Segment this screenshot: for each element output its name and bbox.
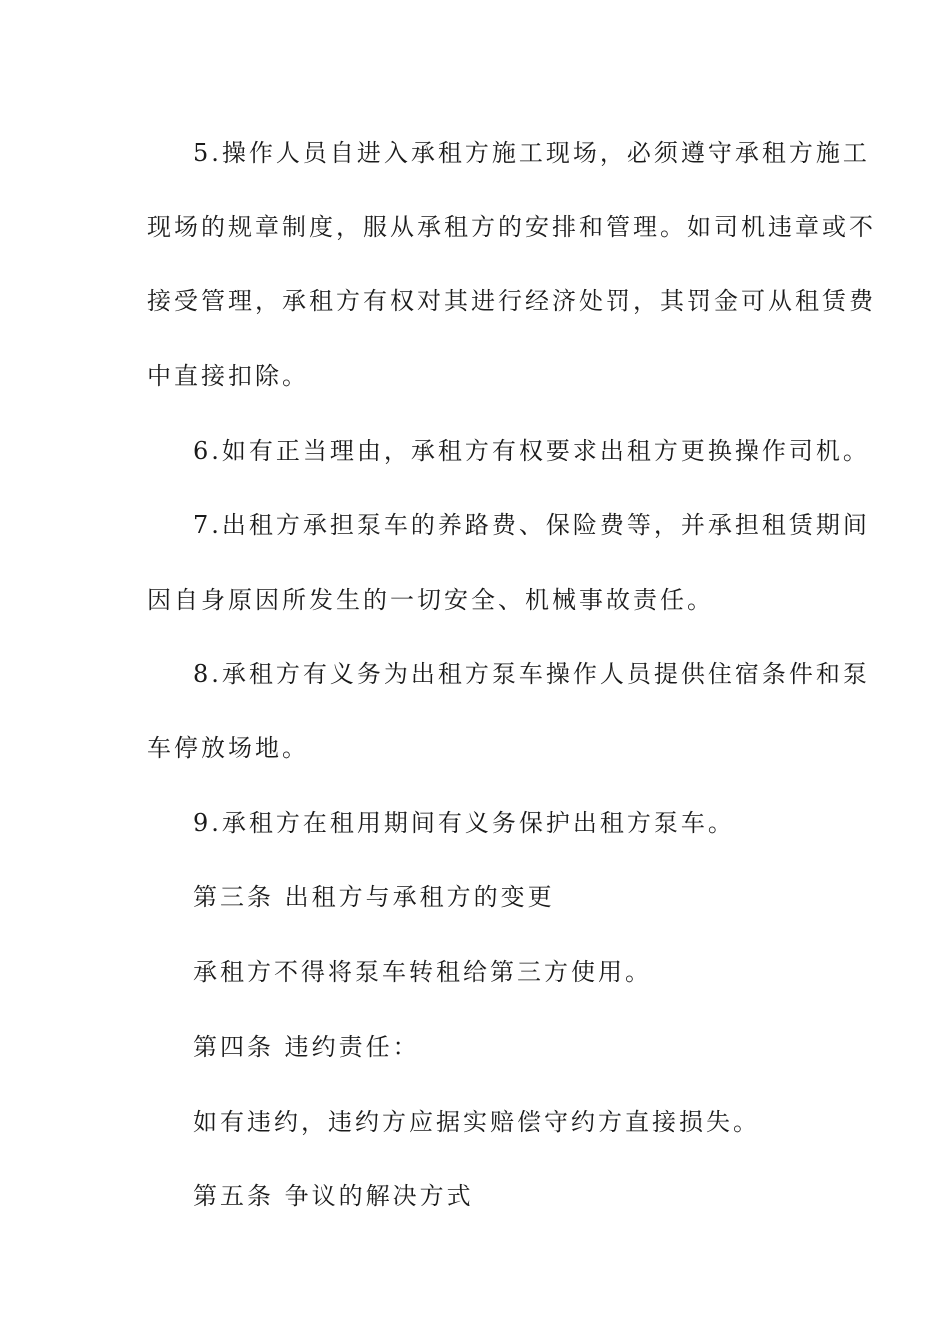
clause-5-line-4: 中直接扣除。 <box>147 362 309 390</box>
clause-8-line-2: 车停放场地。 <box>147 734 309 762</box>
clause-5-line-2: 现场的规章制度，服从承租方的安排和管理。如司机违章或不 <box>147 213 876 241</box>
clause-8-line-1: 8.承租方有义务为出租方泵车操作人员提供住宿条件和泵 <box>193 660 870 688</box>
article-3-body: 承租方不得将泵车转租给第三方使用。 <box>193 958 652 986</box>
article-4-heading: 第四条 违约责任： <box>193 1033 420 1061</box>
clause-7-line-2: 因自身原因所发生的一切安全、机械事故责任。 <box>147 586 714 614</box>
clause-7-line-1: 7.出租方承担泵车的养路费、保险费等，并承担租赁期间 <box>193 511 870 539</box>
clause-5-line-3: 接受管理，承租方有权对其进行经济处罚，其罚金可从租赁费 <box>147 287 876 315</box>
clause-9-line-1: 9.承租方在租用期间有义务保护出租方泵车。 <box>193 809 735 837</box>
article-5-heading: 第五条 争议的解决方式 <box>193 1182 474 1210</box>
clause-5-line-1: 5.操作人员自进入承租方施工现场，必须遵守承租方施工 <box>193 139 870 167</box>
article-4-body: 如有违约，违约方应据实赔偿守约方直接损失。 <box>193 1108 760 1136</box>
clause-6-line-1: 6.如有正当理由，承租方有权要求出租方更换操作司机。 <box>193 437 870 465</box>
article-3-heading: 第三条 出租方与承租方的变更 <box>193 883 555 911</box>
